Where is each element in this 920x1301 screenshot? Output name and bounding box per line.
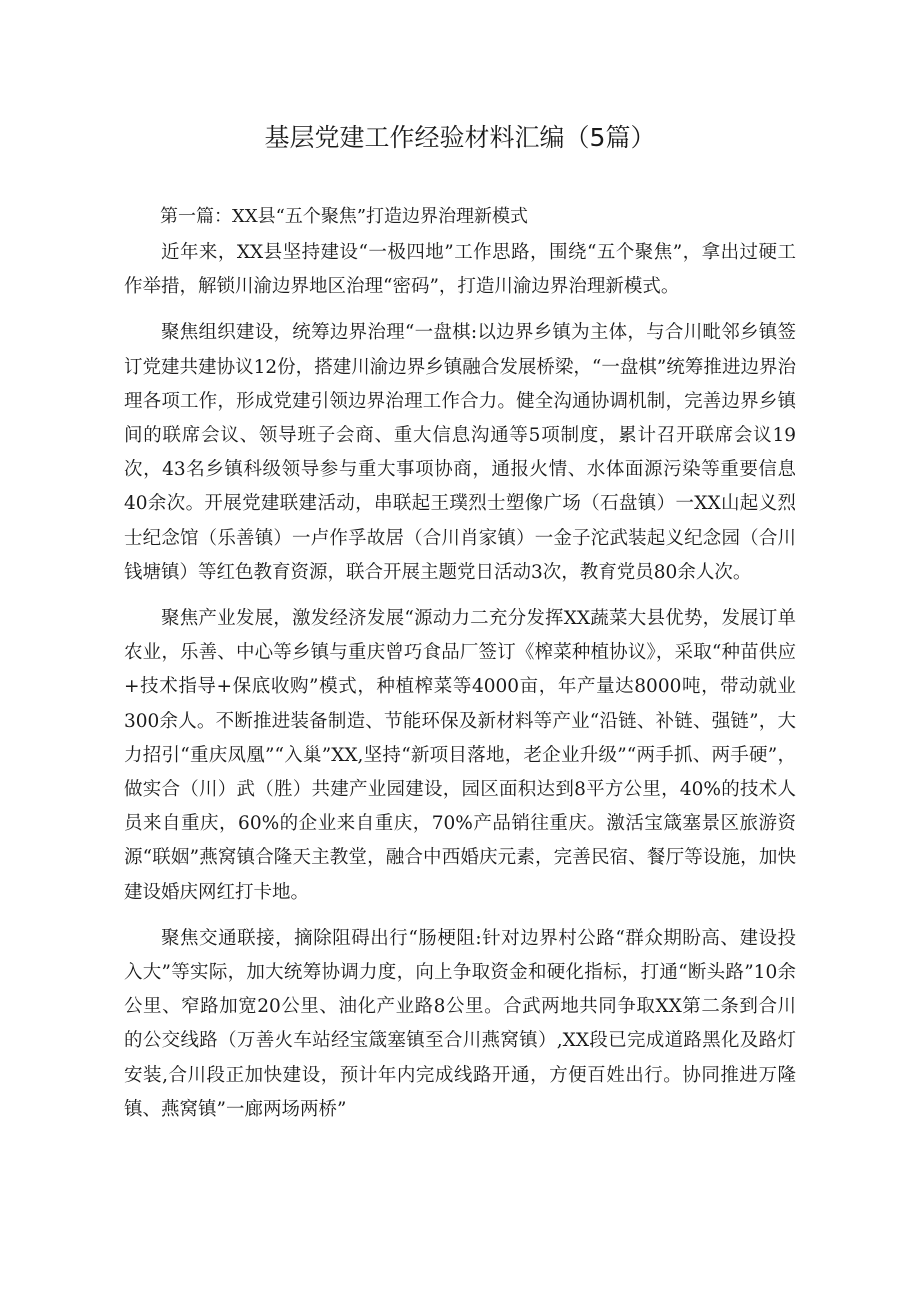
document-title: 基层党建工作经验材料汇编（5篇） xyxy=(264,123,656,152)
paragraph-organization: 聚焦组织建设，统筹边界治理“一盘棋:以边界乡镇为主体，与合川毗邻乡镇签订党建共建协议12份，搭建川渝边界乡镇融合发展桥梁，“一盘棋”统筹推进边界治理各项工作，形成党建引领边界治理工作合力。健全沟通协调机制，完善边界乡镇间的联席会议、领导班子会商、重大信息沟通等5项制度，累计召开联席会议19次，43名乡镇科级领导参与重大事项协商，通报火情、水体面源污染等重要信息40余次。开展党建联建活动，串联起王璞烈士塑像广场（石盘镇）一XX山起义烈士纪念馆（乐善镇）一卢作孚故居（合川肖家镇）一金子沱武装起义纪念园（合川钱塘镇）等红色教育资源，联合开展主题党日活动3次，教育党员80余人次。 xyxy=(124,322,796,583)
section-heading: 第一篇：XX县“五个聚焦”打造边界治理新模式 xyxy=(160,206,529,227)
paragraph-intro: 近年来，XX县坚持建设“一极四地”工作思路，围绕“五个聚焦”，拿出过硬工作举措，解锁川渝边界地区治理“密码”，打造川渝边界治理新模式。 xyxy=(124,242,796,298)
paragraph-transport: 聚焦交通联接，摘除阻碍出行“肠梗阻:针对边界村公路“群众期盼高、建设投入大”等实际，加大统筹协调力度，向上争取资金和硬化指标，打通“断头路”10余公里、窄路加宽20公里、油化产业路8公里。合武两地共同争取XX第二条到合川的公交线路（万善火车站经宝箴塞镇至合川燕窝镇）,XX段已完成道路黑化及路灯安装,合川段正加快建设，预计年内完成线路开通，方便百姓出行。协同推进万隆镇、燕窝镇”一廊两场两桥” xyxy=(124,927,796,1120)
paragraph-industry: 聚焦产业发展，激发经济发展“源动力二充分发挥XX蔬菜大县优势，发展订单农业，乐善、中心等乡镇与重庆曾巧食品厂签订《榨菜种植协议》，采取“种苗供应+技术指导+保底收购”模式，种植榨菜等4000亩，年产量达8000吨，带动就业300余人。不断推进装备制造、节能环保及新材料等产业“沿链、补链、强链”，大力招引“重庆凤凰”“入巢”XX,坚持“新项目落地，老企业升级”“两手抓、两手硬”，做实合（川）武（胜）共建产业园建设，园区面积达到8平方公里，40%的技术人员来自重庆，60%的企业来自重庆，70%产品销往重庆。激活宝箴塞景区旅游资源“联姻”燕窝镇合隆天主教堂，融合中西婚庆元素，完善民宿、餐厅等设施，加快建设婚庆网红打卡地。 xyxy=(124,608,796,903)
